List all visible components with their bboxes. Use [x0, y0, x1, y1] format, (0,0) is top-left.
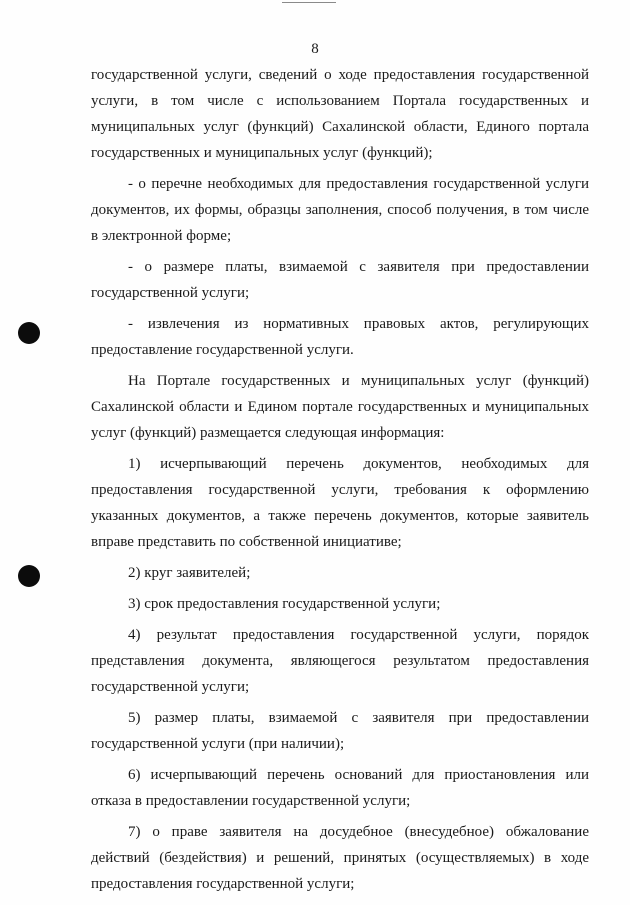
document-body [91, 62, 589, 902]
list-item-6: 6) исчерпывающий перечень оснований для приостановления или отказа в предоставлении государственной услуги; [91, 767, 589, 809]
punch-hole [18, 322, 40, 344]
list-item-5: 5) размер платы, взимаемой с заявителя при предоставлении государственной услуги (при наличии); [91, 710, 589, 752]
list-item-3: 3) срок предоставления государственной услуги; [128, 596, 441, 612]
paragraph-fee-info: - о размере платы, взимаемой с заявителя при предоставлении государственной услуги; [91, 259, 589, 301]
list-item-7: 7) о праве заявителя на досудебное (внесудебное) обжалование действий (бездействия) и решений, принятых (осуществляемых) в ходе предоставления государственной услуги; [91, 824, 589, 892]
list-item-1: 1) исчерпывающий перечень документов, необходимых для предоставления государственной услуги, требования к оформлению указанных документов, а также перечень документов, которые заявитель вправе представить по собственной инициативе; [91, 456, 589, 550]
page-number: 8 [311, 41, 319, 57]
paragraph-legal-extracts: - извлечения из нормативных правовых актов, регулирующих предоставление государственной услуги. [91, 316, 589, 358]
paragraph-portal-info: На Портале государственных и муниципальных услуг (функций) Сахалинской области и Едином портале государственных и муниципальных услуг (функций) размещается следующая информация: [91, 373, 589, 441]
paragraph-forms-info: - о перечне необходимых для предоставления государственной услуги документов, их формы, образцы заполнения, способ получения, в том числе в электронной форме; [91, 176, 589, 244]
punch-hole [18, 565, 40, 587]
top-rule [282, 2, 336, 3]
list-item-2: 2) круг заявителей; [128, 565, 251, 581]
list-item-4: 4) результат предоставления государственной услуги, порядок представления документа, являющегося результатом предоставления государственной услуги; [91, 627, 589, 695]
paragraph-continuation: государственной услуги, сведений о ходе предоставления государственной услуги, в том числе с использованием Портала государственных и муниципальных услуг (функций) Сахалинской области, Единого портала государственных и муниципальных услуг (функций); [91, 67, 589, 161]
